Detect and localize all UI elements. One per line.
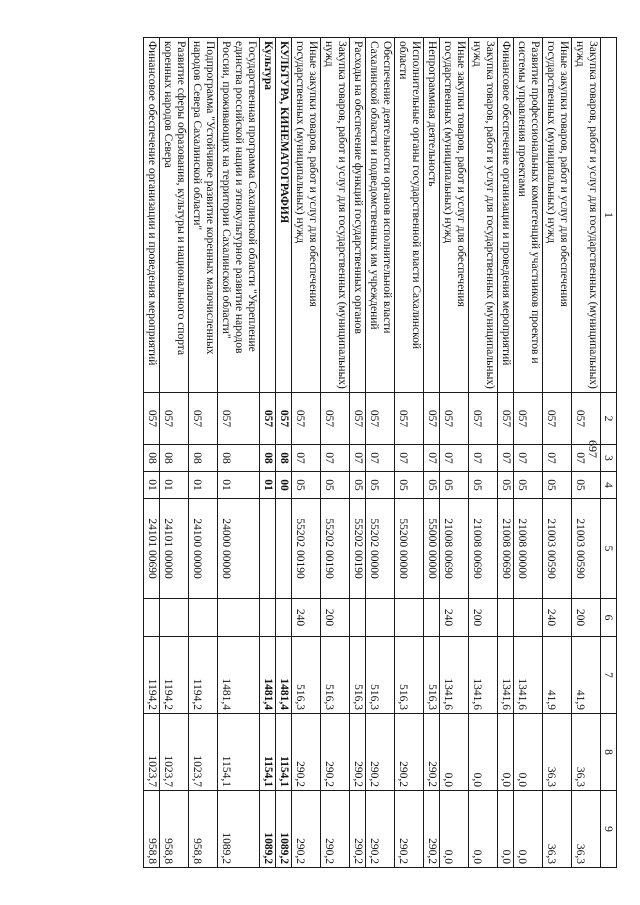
- row-value-cell-5: 21008 00690: [498, 499, 514, 599]
- row-name-cell: Непрограммная деятельность: [424, 38, 440, 393]
- row-value-cell-9: 290,2: [395, 791, 424, 868]
- row-value-cell-2: 057: [218, 393, 260, 445]
- row-value-cell-6: [366, 599, 395, 637]
- row-value-cell-2: 057: [498, 393, 514, 445]
- row-name-cell: Культура: [260, 38, 276, 393]
- table-row: [218, 38, 260, 868]
- row-value-cell-4: 01: [218, 472, 260, 499]
- row-name-cell: Закупка товаров, работ и услуг для государственных (муниципальных) нужд: [572, 38, 601, 393]
- row-value-cell-8: 0,0: [440, 714, 469, 791]
- row-name-cell: Исполнительные органы государственной власти Сахалинской области: [395, 38, 424, 393]
- row-value-cell-9: 958,8: [160, 791, 189, 868]
- row-value-cell-4: 05: [366, 472, 395, 499]
- row-name-cell: Обеспечение деятельности органов исполнительной власти Сахалинской области и подведомственных им учреждений: [366, 38, 395, 393]
- row-value-cell-9: 36,3: [572, 791, 601, 868]
- row-value-cell-7: 1481,4: [218, 637, 260, 714]
- row-value-cell-5: 21008 00690: [469, 499, 498, 599]
- row-value-cell-2: 057: [276, 393, 292, 445]
- column-header-3: 3: [601, 445, 617, 472]
- row-value-cell-7: 41,9: [543, 637, 572, 714]
- row-value-cell-8: 36,3: [543, 714, 572, 791]
- row-value-cell-4: 05: [395, 472, 424, 499]
- row-value-cell-2: 057: [424, 393, 440, 445]
- row-value-cell-2: 057: [160, 393, 189, 445]
- row-value-cell-7: 516,3: [424, 637, 440, 714]
- row-value-cell-5: [260, 499, 276, 599]
- row-value-cell-7: 1341,6: [514, 637, 543, 714]
- row-value-cell-4: 05: [321, 472, 350, 499]
- row-value-cell-3: 08: [260, 445, 276, 472]
- row-value-cell-4: 00: [276, 472, 292, 499]
- row-value-cell-7: 516,3: [292, 637, 321, 714]
- row-value-cell-9: 1089,2: [276, 791, 292, 868]
- row-value-cell-2: 057: [350, 393, 366, 445]
- row-value-cell-6: [424, 599, 440, 637]
- row-value-cell-8: 1154,1: [260, 714, 276, 791]
- row-name-cell: Подпрограмма "Устойчивое развитие коренных малочисленных народов Севера Сахалинской области": [189, 38, 218, 393]
- row-value-cell-9: 0,0: [514, 791, 543, 868]
- table-row: [366, 38, 395, 868]
- row-value-cell-4: 05: [424, 472, 440, 499]
- row-value-cell-5: 21003 00590: [543, 499, 572, 599]
- row-value-cell-2: 057: [366, 393, 395, 445]
- row-value-cell-3: 07: [572, 445, 601, 472]
- row-value-cell-7: 516,3: [350, 637, 366, 714]
- column-header-1: 1: [601, 38, 617, 393]
- row-value-cell-3: 08: [218, 445, 260, 472]
- table-row: [321, 38, 350, 868]
- row-name-cell: Государственная программа Сахалинской области "Укрепление единства российской нации и этнокультурное развитие народов России, проживающих на территории Сахалинской области": [218, 38, 260, 393]
- row-name-cell: КУЛЬТУРА, КИНЕМАТОГРАФИЯ: [276, 38, 292, 393]
- row-value-cell-6: 200: [469, 599, 498, 637]
- row-value-cell-6: [144, 599, 160, 637]
- row-value-cell-9: 1089,2: [218, 791, 260, 868]
- row-value-cell-7: 1481,4: [260, 637, 276, 714]
- row-value-cell-5: 55202 00190: [292, 499, 321, 599]
- table-row: [350, 38, 366, 868]
- row-value-cell-8: 290,2: [424, 714, 440, 791]
- column-header-7: 7: [601, 637, 617, 714]
- row-value-cell-3: 08: [189, 445, 218, 472]
- row-value-cell-8: 1154,1: [218, 714, 260, 791]
- row-value-cell-3: 08: [160, 445, 189, 472]
- row-value-cell-8: 290,2: [350, 714, 366, 791]
- row-value-cell-4: 05: [350, 472, 366, 499]
- row-value-cell-4: 01: [144, 472, 160, 499]
- table-body: [144, 38, 601, 868]
- row-value-cell-7: 1341,6: [469, 637, 498, 714]
- row-value-cell-5: 55000 00000: [424, 499, 440, 599]
- row-value-cell-6: 200: [321, 599, 350, 637]
- row-value-cell-3: 07: [440, 445, 469, 472]
- row-value-cell-3: 07: [395, 445, 424, 472]
- row-value-cell-6: [350, 599, 366, 637]
- row-value-cell-4: 05: [469, 472, 498, 499]
- row-value-cell-7: 1341,6: [440, 637, 469, 714]
- row-value-cell-5: [276, 499, 292, 599]
- row-value-cell-3: 07: [469, 445, 498, 472]
- row-value-cell-7: 1481,4: [276, 637, 292, 714]
- row-value-cell-8: 0,0: [498, 714, 514, 791]
- row-name-cell: Развитие сферы образования, культуры и национального спорта коренных народов Севера: [160, 38, 189, 393]
- row-value-cell-2: 057: [514, 393, 543, 445]
- row-value-cell-2: 057: [469, 393, 498, 445]
- row-value-cell-8: 0,0: [514, 714, 543, 791]
- row-name-cell: Закупка товаров, работ и услуг для государственных (муниципальных) нужд: [469, 38, 498, 393]
- row-value-cell-7: 41,9: [572, 637, 601, 714]
- row-value-cell-6: [218, 599, 260, 637]
- row-value-cell-4: 01: [160, 472, 189, 499]
- row-name-cell: Иные закупки товаров, работ и услуг для обеспечения государственных (муниципальных) нужд: [543, 38, 572, 393]
- row-value-cell-2: 057: [260, 393, 276, 445]
- table-row: [514, 38, 543, 868]
- row-value-cell-7: 1194,2: [144, 637, 160, 714]
- row-value-cell-3: 07: [498, 445, 514, 472]
- row-value-cell-7: 516,3: [321, 637, 350, 714]
- row-value-cell-5: 55202 00190: [350, 499, 366, 599]
- row-value-cell-9: 0,0: [498, 791, 514, 868]
- row-name-cell: Иные закупки товаров, работ и услуг для обеспечения государственных (муниципальных) нужд: [440, 38, 469, 393]
- row-value-cell-6: 240: [440, 599, 469, 637]
- row-value-cell-6: [276, 599, 292, 637]
- row-value-cell-4: 05: [543, 472, 572, 499]
- table-row: [469, 38, 498, 868]
- row-value-cell-5: 24101 00690: [144, 499, 160, 599]
- row-value-cell-9: 290,2: [321, 791, 350, 868]
- row-value-cell-3: 08: [276, 445, 292, 472]
- table-row: [395, 38, 424, 868]
- row-value-cell-8: 290,2: [366, 714, 395, 791]
- column-header-6: 6: [601, 599, 617, 637]
- row-value-cell-9: 290,2: [292, 791, 321, 868]
- table-row: [543, 38, 572, 868]
- row-value-cell-5: 21008 00000: [514, 499, 543, 599]
- table-row: [144, 38, 160, 868]
- row-value-cell-5: 21008 00690: [440, 499, 469, 599]
- table-row: [260, 38, 276, 868]
- row-value-cell-3: 07: [350, 445, 366, 472]
- row-value-cell-4: 05: [572, 472, 601, 499]
- table-row: [572, 38, 601, 868]
- row-value-cell-7: 1194,2: [189, 637, 218, 714]
- table-row: [440, 38, 469, 868]
- row-value-cell-2: 057: [292, 393, 321, 445]
- table-row: [498, 38, 514, 868]
- row-value-cell-7: 516,3: [366, 637, 395, 714]
- row-value-cell-5: 24100 00000: [189, 499, 218, 599]
- column-header-4: 4: [601, 472, 617, 499]
- table-header: [601, 38, 617, 868]
- row-name-cell: Иные закупки товаров, работ и услуг для обеспечения государственных (муниципальных) нужд: [292, 38, 321, 393]
- row-name-cell: Расходы на обеспечение функций государственных органов: [350, 38, 366, 393]
- row-value-cell-6: [189, 599, 218, 637]
- row-value-cell-4: 05: [514, 472, 543, 499]
- row-value-cell-9: 290,2: [350, 791, 366, 868]
- row-value-cell-9: 1089,2: [260, 791, 276, 868]
- row-value-cell-2: 057: [543, 393, 572, 445]
- row-value-cell-8: 290,2: [321, 714, 350, 791]
- column-header-9: 9: [601, 791, 617, 868]
- row-value-cell-4: 05: [498, 472, 514, 499]
- row-value-cell-8: 1023,7: [160, 714, 189, 791]
- row-value-cell-9: 290,2: [424, 791, 440, 868]
- row-value-cell-7: 1194,2: [160, 637, 189, 714]
- row-value-cell-6: [514, 599, 543, 637]
- row-value-cell-2: 057: [440, 393, 469, 445]
- row-value-cell-6: [160, 599, 189, 637]
- row-value-cell-3: 07: [366, 445, 395, 472]
- row-value-cell-8: 0,0: [469, 714, 498, 791]
- row-value-cell-6: 240: [543, 599, 572, 637]
- row-value-cell-8: 1023,7: [144, 714, 160, 791]
- row-value-cell-8: 36,3: [572, 714, 601, 791]
- row-value-cell-3: 07: [321, 445, 350, 472]
- row-value-cell-7: 516,3: [395, 637, 424, 714]
- row-value-cell-9: 0,0: [469, 791, 498, 868]
- row-value-cell-9: 290,2: [366, 791, 395, 868]
- row-value-cell-6: 240: [292, 599, 321, 637]
- page-number: 697: [586, 440, 600, 458]
- row-value-cell-9: 36,3: [543, 791, 572, 868]
- row-value-cell-8: 1023,7: [189, 714, 218, 791]
- row-value-cell-5: 55202 00000: [366, 499, 395, 599]
- row-value-cell-5: 21003 00590: [572, 499, 601, 599]
- row-value-cell-9: 0,0: [440, 791, 469, 868]
- row-value-cell-5: 24000 00000: [218, 499, 260, 599]
- row-value-cell-6: 200: [572, 599, 601, 637]
- row-name-cell: Финансовое обеспечение организации и проведения мероприятий: [144, 38, 160, 393]
- row-value-cell-3: 08: [144, 445, 160, 472]
- row-value-cell-7: 1341,6: [498, 637, 514, 714]
- row-value-cell-3: 07: [543, 445, 572, 472]
- row-value-cell-8: 290,2: [292, 714, 321, 791]
- row-value-cell-2: 057: [321, 393, 350, 445]
- row-value-cell-3: 07: [514, 445, 543, 472]
- rotated-table-wrapper: [22, 37, 617, 867]
- row-value-cell-4: 01: [189, 472, 218, 499]
- budget-table: [143, 37, 617, 868]
- column-header-2: 2: [601, 393, 617, 445]
- row-value-cell-6: [395, 599, 424, 637]
- row-value-cell-5: 55200 00000: [395, 499, 424, 599]
- column-header-5: 5: [601, 499, 617, 599]
- row-value-cell-5: 55202 00190: [321, 499, 350, 599]
- row-value-cell-9: 958,8: [144, 791, 160, 868]
- row-value-cell-2: 057: [144, 393, 160, 445]
- row-value-cell-4: 01: [260, 472, 276, 499]
- row-value-cell-8: 290,2: [395, 714, 424, 791]
- table-row: [292, 38, 321, 868]
- row-value-cell-4: 05: [440, 472, 469, 499]
- row-value-cell-8: 1154,1: [276, 714, 292, 791]
- row-value-cell-2: 057: [572, 393, 601, 445]
- column-header-8: 8: [601, 714, 617, 791]
- row-name-cell: Развитие профессиональных компетенций участников проектов и системы управления проектами: [514, 38, 543, 393]
- table-row: [424, 38, 440, 868]
- table-row: [189, 38, 218, 868]
- row-value-cell-3: 07: [292, 445, 321, 472]
- row-name-cell: Закупка товаров, работ и услуг для государственных (муниципальных) нужд: [321, 38, 350, 393]
- row-name-cell: Финансовое обеспечение организации и проведения мероприятий: [498, 38, 514, 393]
- row-value-cell-5: 24101 00000: [160, 499, 189, 599]
- row-value-cell-6: [260, 599, 276, 637]
- row-value-cell-3: 07: [424, 445, 440, 472]
- table-row: [160, 38, 189, 868]
- row-value-cell-2: 057: [189, 393, 218, 445]
- row-value-cell-6: [498, 599, 514, 637]
- row-value-cell-9: 958,8: [189, 791, 218, 868]
- row-value-cell-2: 057: [395, 393, 424, 445]
- row-value-cell-4: 05: [292, 472, 321, 499]
- table-row: [276, 38, 292, 868]
